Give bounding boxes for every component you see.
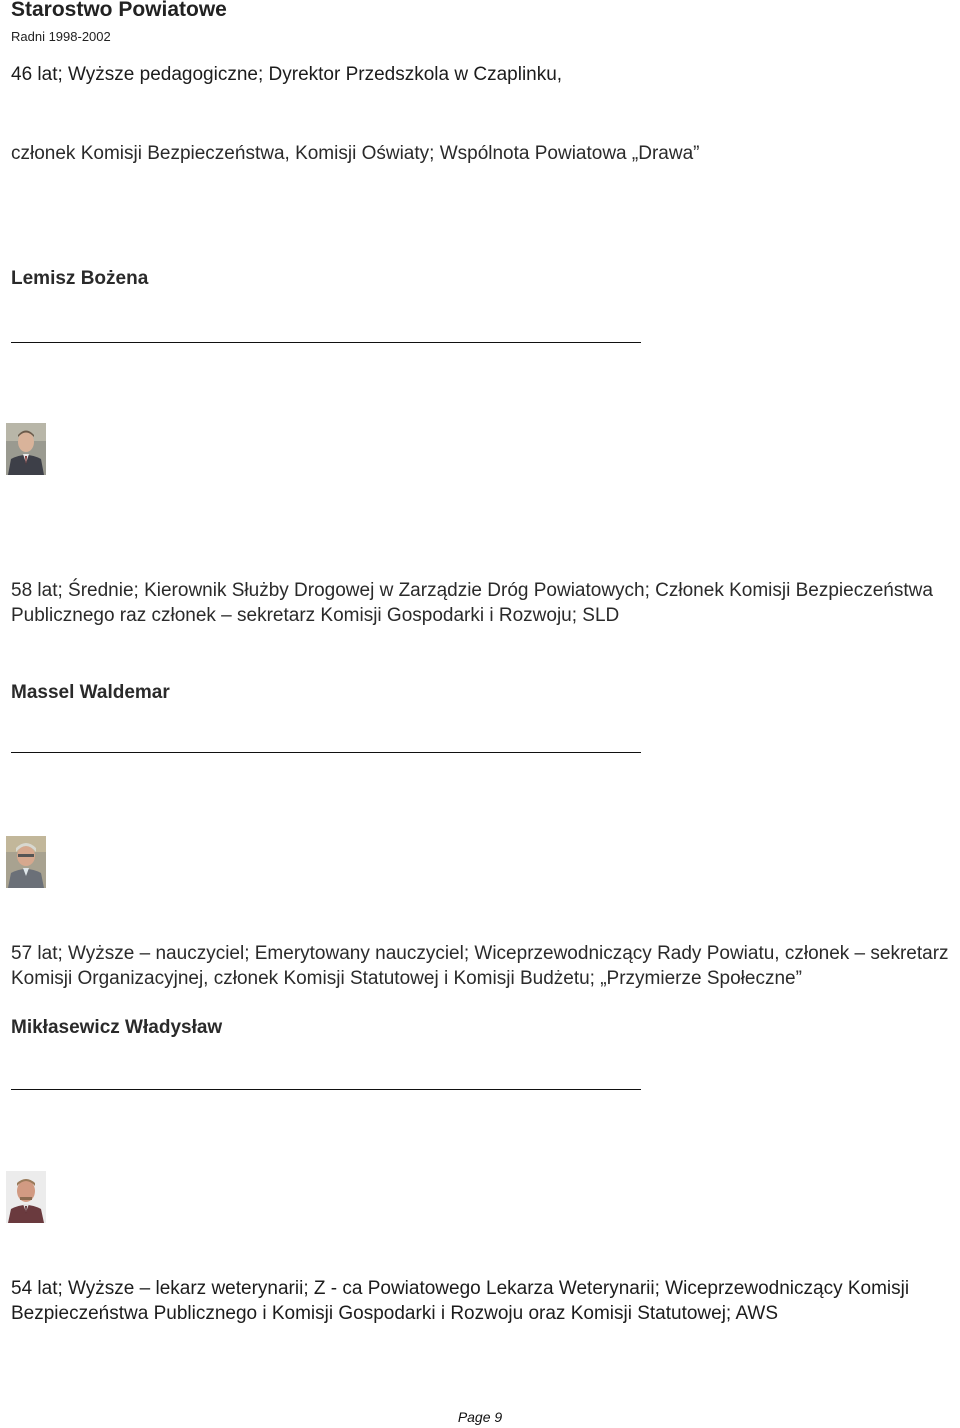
councillor-name: Massel Waldemar: [11, 682, 170, 703]
bio-paragraph: 58 lat; Średnie; Kierownik Służby Drogowej w Zarządzie Dróg Powiatowych; Członek Komisji Bezpieczeństwa Publicznego raz członek – sekretarz Komisji Gospodarki i Rozwoju; SLD: [11, 580, 933, 626]
person-photo-icon: [6, 836, 46, 888]
divider-line: [11, 342, 641, 343]
divider-line: [11, 1089, 641, 1090]
person-photo-icon: [6, 423, 46, 475]
bio-text: 46 lat; Wyższe pedagogiczne; Dyrektor Przedszkola w Czaplinku,: [11, 64, 563, 85]
page-number: Page 9: [457, 1409, 503, 1425]
councillor-name: Mikłasewicz Władysław: [11, 1017, 223, 1038]
bio-paragraph: [11, 62, 951, 87]
page-title: Starostwo Powiatowe: [11, 0, 227, 21]
bio-paragraph: 54 lat; Wyższe – lekarz weterynarii; Z - ca Powiatowego Lekarza Weterynarii; Wiceprzewodniczący Komisji Bezpieczeństwa Publicznego i Komisji Gospodarki i Rozwoju oraz Komisji Statutowej; AWS: [11, 1278, 910, 1324]
councillor-name: Lemisz Bożena: [11, 268, 149, 289]
bio-paragraph: 57 lat; Wyższe – nauczyciel; Emerytowany nauczyciel; Wiceprzewodniczący Rady Powiatu, członek – sekretarz Komisji Organizacyjnej, członek Komisji Statutowej i Komisji Budżetu; „Przymierze Społeczne”: [11, 943, 949, 989]
page-subtitle: Radni 1998-2002: [11, 29, 111, 44]
bio-paragraph-continued: członek Komisji Bezpieczeństwa, Komisji Oświaty; Wspólnota Powiatowa „Drawa”: [11, 143, 700, 164]
divider-line: [11, 752, 641, 753]
person-photo-icon: [6, 1171, 46, 1223]
